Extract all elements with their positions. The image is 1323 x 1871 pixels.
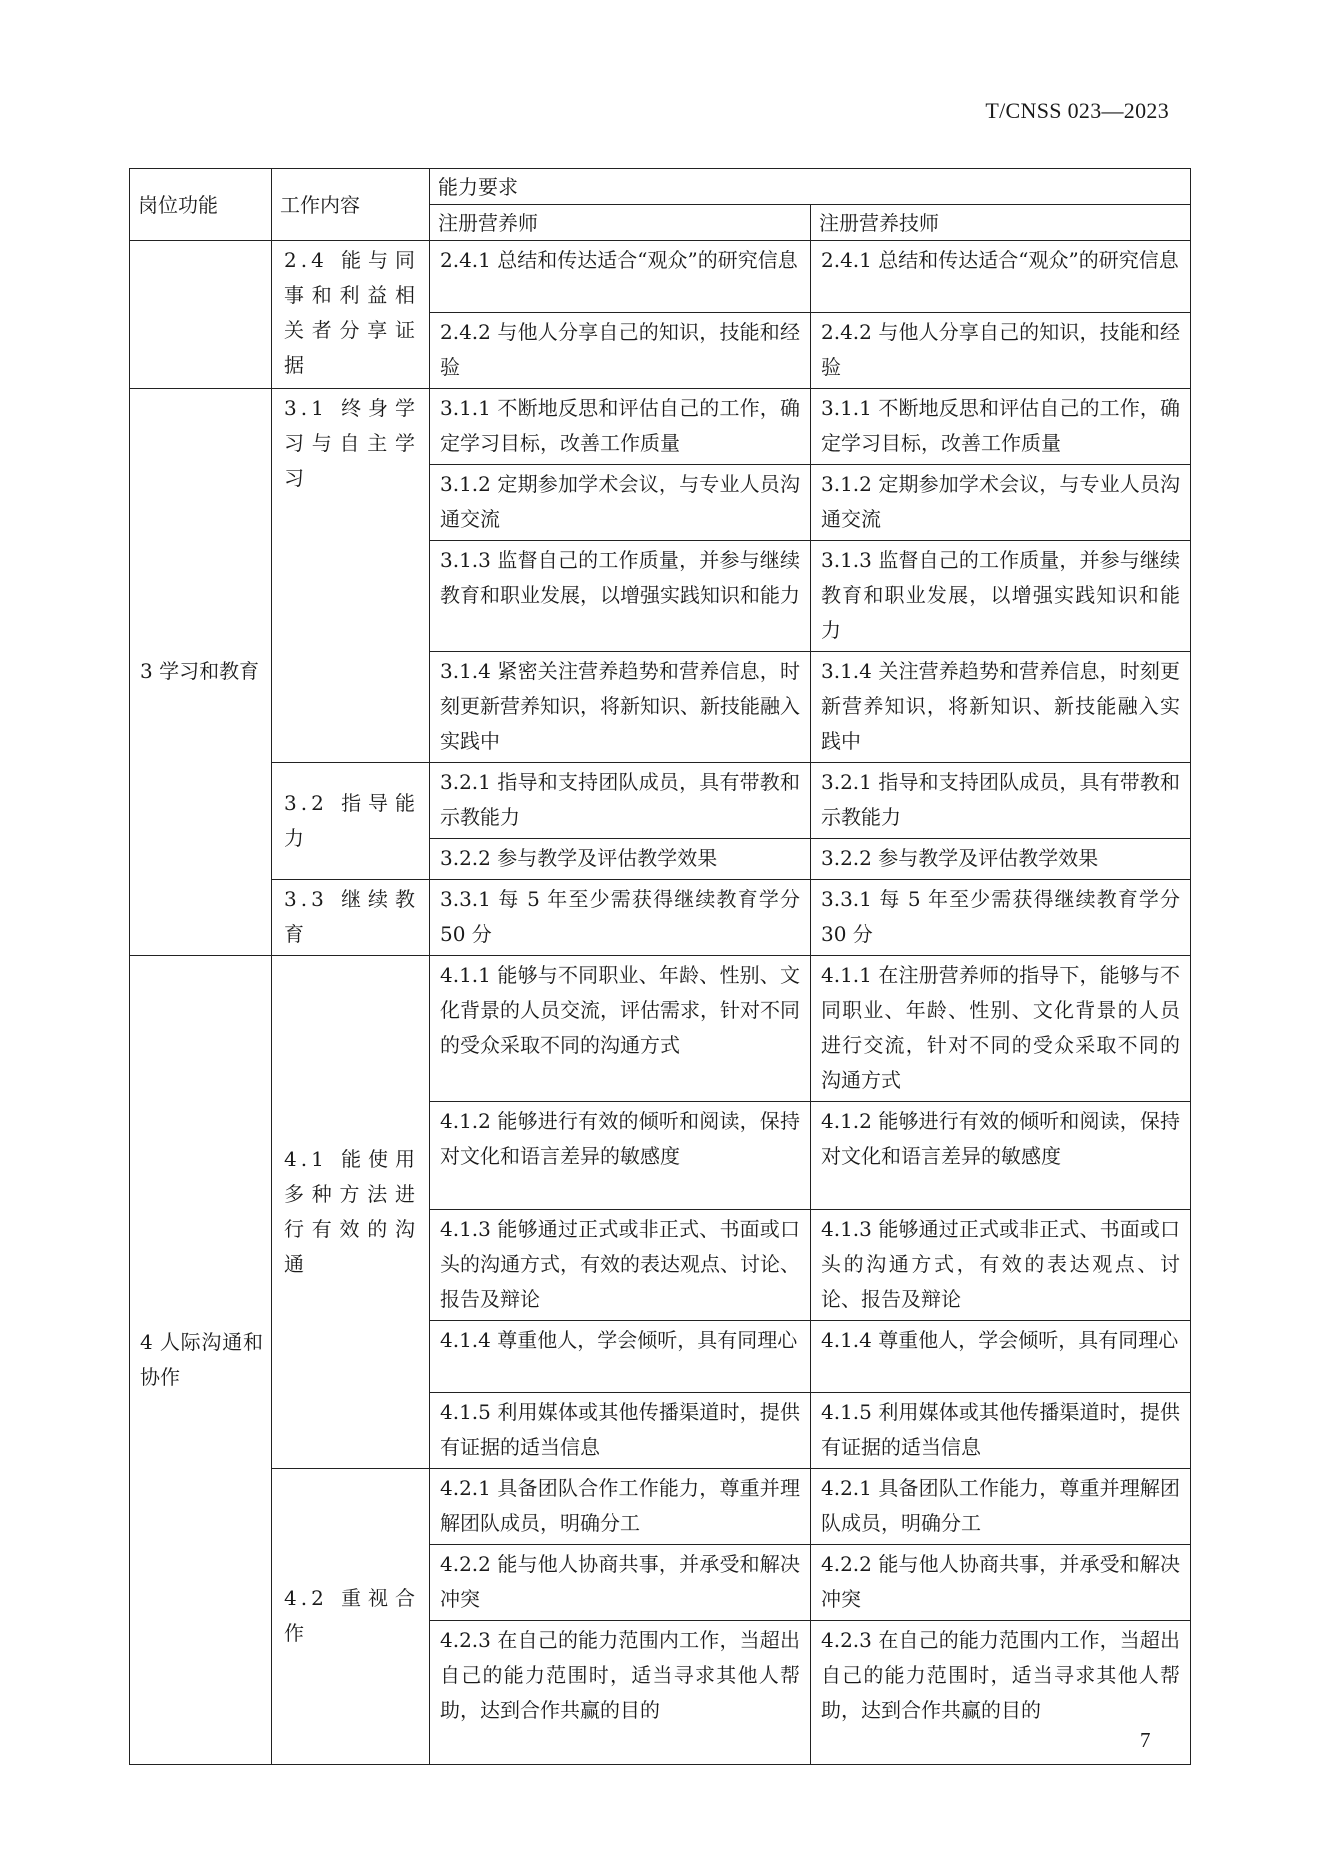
function-cell-empty: [130, 241, 272, 389]
requirement-technician: 4.2.2 能与他人协商共事，并承受和解决冲突: [811, 1545, 1191, 1621]
header-technician: 注册营养技师: [811, 205, 1191, 241]
requirement-dietitian: 4.1.4 尊重他人，学会倾听，具有同理心: [430, 1321, 811, 1393]
requirement-technician: 4.1.2 能够进行有效的倾听和阅读，保持对文化和语言差异的敏感度: [811, 1102, 1191, 1210]
requirement-technician: 2.4.2 与他人分享自己的知识，技能和经验: [811, 313, 1191, 389]
page-number: 7: [1140, 1728, 1151, 1752]
content-cell: 4.1 能使用多种方法进行有效的沟通: [272, 956, 430, 1469]
header-ability: 能力要求: [430, 169, 1191, 205]
requirement-dietitian: 4.2.2 能与他人协商共事，并承受和解决冲突: [430, 1545, 811, 1621]
content-cell: 3.1 终身学习与自主学习: [272, 389, 430, 763]
requirement-dietitian: 4.1.1 能够与不同职业、年龄、性别、文化背景的人员交流，评估需求，针对不同的受众采取不同的沟通方式: [430, 956, 811, 1102]
requirement-technician: 4.2.3 在自己的能力范围内工作，当超出自己的能力范围时，适当寻求其他人帮助，达到合作共赢的目的: [811, 1621, 1191, 1765]
requirement-technician: 4.1.5 利用媒体或其他传播渠道时，提供有证据的适当信息: [811, 1393, 1191, 1469]
competency-table: [129, 168, 1191, 1765]
content-cell: 3.2 指导能力: [272, 763, 430, 880]
requirement-dietitian: 3.3.1 每 5 年至少需获得继续教育学分 50 分: [430, 880, 811, 956]
requirement-technician: 3.1.4 关注营养趋势和营养信息，时刻更新营养知识，将新知识、新技能融入实践中: [811, 652, 1191, 763]
requirement-technician: 3.2.2 参与教学及评估教学效果: [811, 839, 1191, 880]
requirement-technician: 3.1.1 不断地反思和评估自己的工作，确定学习目标，改善工作质量: [811, 389, 1191, 465]
requirement-technician: 3.2.1 指导和支持团队成员，具有带教和示教能力: [811, 763, 1191, 839]
requirement-technician: 4.1.3 能够通过正式或非正式、书面或口头的沟通方式，有效的表达观点、讨论、报告及辩论: [811, 1210, 1191, 1321]
document-code: T/CNSS 023—2023: [985, 98, 1169, 123]
requirement-technician: 4.1.4 尊重他人，学会倾听，具有同理心: [811, 1321, 1191, 1393]
requirement-dietitian: 4.2.3 在自己的能力范围内工作，当超出自己的能力范围时，适当寻求其他人帮助，达到合作共赢的目的: [430, 1621, 811, 1765]
requirement-technician: 2.4.1 总结和传达适合“观众”的研究信息: [811, 241, 1191, 313]
requirement-dietitian: 3.2.1 指导和支持团队成员，具有带教和示教能力: [430, 763, 811, 839]
requirement-dietitian: 2.4.1 总结和传达适合“观众”的研究信息: [430, 241, 811, 313]
requirement-dietitian: 3.1.4 紧密关注营养趋势和营养信息，时刻更新营养知识，将新知识、新技能融入实践中: [430, 652, 811, 763]
header-dietitian: 注册营养师: [430, 205, 811, 241]
header-content: 工作内容: [272, 169, 430, 241]
requirement-dietitian: 3.2.2 参与教学及评估教学效果: [430, 839, 811, 880]
requirement-dietitian: 4.1.3 能够通过正式或非正式、书面或口头的沟通方式，有效的表达观点、讨论、报告及辩论: [430, 1210, 811, 1321]
requirement-technician: 4.1.1 在注册营养师的指导下，能够与不同职业、年龄、性别、文化背景的人员进行交流，针对不同的受众采取不同的沟通方式: [811, 956, 1191, 1102]
requirement-technician: 3.3.1 每 5 年至少需获得继续教育学分 30 分: [811, 880, 1191, 956]
requirement-dietitian: 4.2.1 具备团队合作工作能力，尊重并理解团队成员，明确分工: [430, 1469, 811, 1545]
requirement-technician: 3.1.3 监督自己的工作质量，并参与继续教育和职业发展，以增强实践知识和能力: [811, 541, 1191, 652]
content-cell: 4.2 重视合作: [272, 1469, 430, 1765]
requirement-dietitian: 3.1.2 定期参加学术会议，与专业人员沟通交流: [430, 465, 811, 541]
requirement-dietitian: 2.4.2 与他人分享自己的知识，技能和经验: [430, 313, 811, 389]
function-cell: 4 人际沟通和协作: [130, 956, 272, 1765]
header-function: 岗位功能: [130, 169, 272, 241]
requirement-dietitian: 3.1.3 监督自己的工作质量，并参与继续教育和职业发展，以增强实践知识和能力: [430, 541, 811, 652]
requirement-technician: 4.2.1 具备团队工作能力，尊重并理解团队成员，明确分工: [811, 1469, 1191, 1545]
requirement-dietitian: 3.1.1 不断地反思和评估自己的工作，确定学习目标，改善工作质量: [430, 389, 811, 465]
requirement-dietitian: 4.1.5 利用媒体或其他传播渠道时，提供有证据的适当信息: [430, 1393, 811, 1469]
requirement-technician: 3.1.2 定期参加学术会议，与专业人员沟通交流: [811, 465, 1191, 541]
content-cell: 3.3 继续教育: [272, 880, 430, 956]
function-cell: 3 学习和教育: [130, 389, 272, 956]
content-cell: 2.4 能与同事和利益相关者分享证据: [272, 241, 430, 389]
requirement-dietitian: 4.1.2 能够进行有效的倾听和阅读，保持对文化和语言差异的敏感度: [430, 1102, 811, 1210]
